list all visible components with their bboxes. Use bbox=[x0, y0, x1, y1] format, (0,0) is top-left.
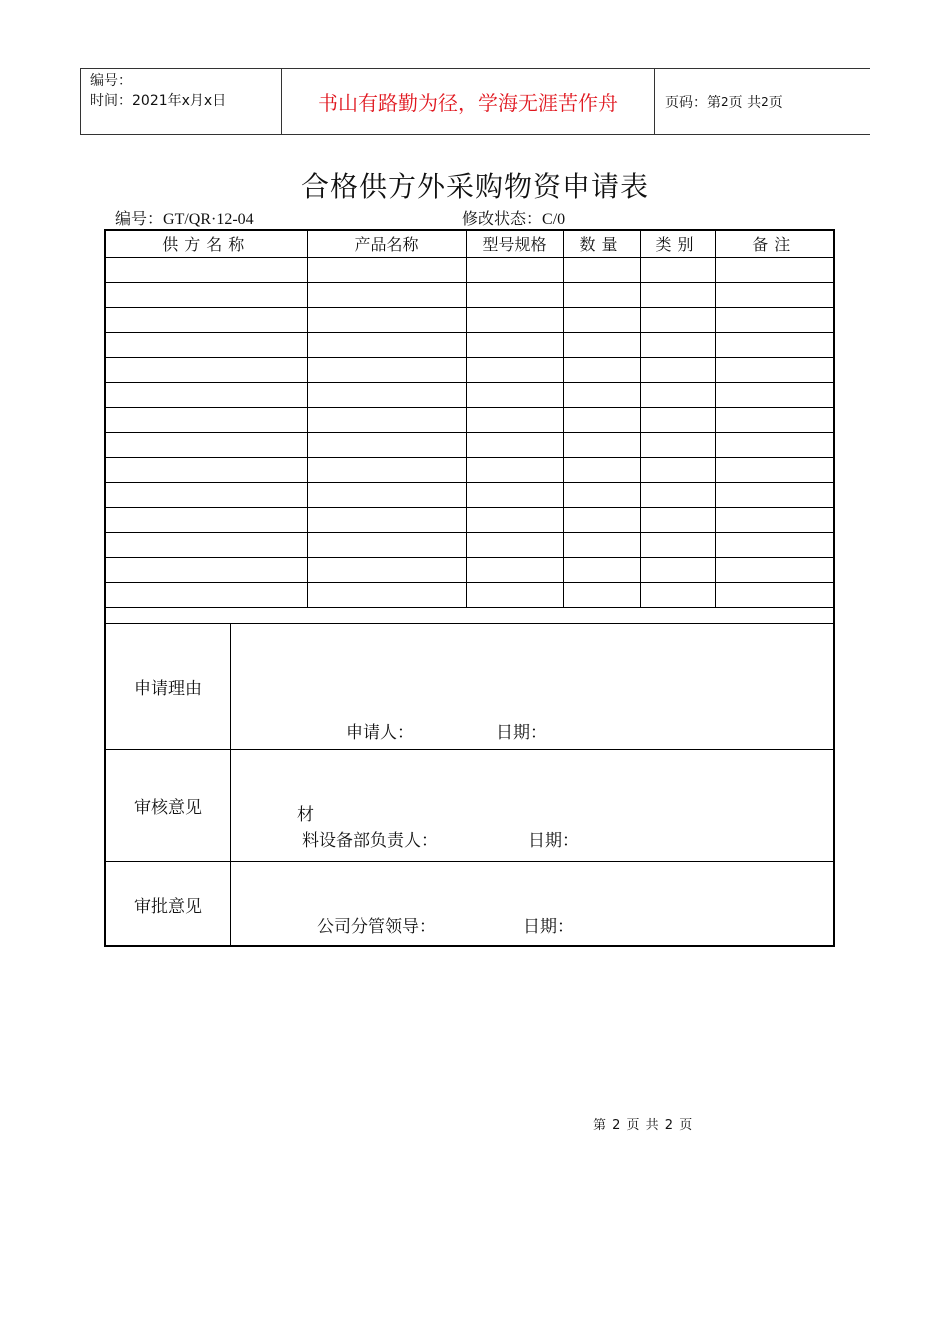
table-cell[interactable] bbox=[307, 557, 466, 582]
table-row bbox=[106, 307, 833, 332]
form-code bbox=[115, 206, 254, 229]
header-date-label: 时间：2021年x月x日 bbox=[90, 93, 227, 109]
table-cell[interactable] bbox=[307, 257, 466, 282]
table-cell[interactable] bbox=[466, 582, 563, 607]
table-cell[interactable] bbox=[715, 432, 833, 457]
table-cell[interactable] bbox=[715, 532, 833, 557]
table-cell[interactable] bbox=[307, 307, 466, 332]
table-cell[interactable] bbox=[715, 332, 833, 357]
applicant-field[interactable]: 申请人： bbox=[346, 723, 414, 743]
table-cell[interactable] bbox=[563, 332, 640, 357]
header-motto-cell bbox=[282, 69, 655, 134]
table-row bbox=[106, 332, 833, 357]
table-cell[interactable] bbox=[466, 307, 563, 332]
page-title: 合格供方外采购物资申请表 bbox=[300, 170, 649, 203]
form-code-label: 编号： bbox=[115, 209, 164, 228]
table-cell[interactable] bbox=[563, 482, 640, 507]
table-cell[interactable] bbox=[640, 557, 715, 582]
table-cell[interactable] bbox=[563, 407, 640, 432]
col-model-spec: 型号规格 bbox=[466, 231, 563, 257]
table-cell[interactable] bbox=[106, 282, 307, 307]
table-cell[interactable] bbox=[466, 357, 563, 382]
table-cell[interactable] bbox=[715, 382, 833, 407]
page-footer: 第 2 页 共 2 页 bbox=[593, 1118, 694, 1133]
table-cell[interactable] bbox=[715, 507, 833, 532]
table-row bbox=[106, 357, 833, 382]
department-head-field[interactable]: 料设备部负责人： bbox=[302, 831, 438, 851]
table-cell[interactable] bbox=[715, 357, 833, 382]
table-cell[interactable] bbox=[563, 557, 640, 582]
header-page-cell bbox=[655, 69, 870, 134]
review-date-field[interactable]: 日期： bbox=[528, 831, 579, 851]
leader-field[interactable]: 公司分管领导： bbox=[317, 917, 436, 937]
table-cell[interactable] bbox=[466, 482, 563, 507]
reason-section bbox=[106, 623, 833, 749]
table-cell[interactable] bbox=[307, 282, 466, 307]
approval-section bbox=[106, 861, 833, 947]
review-line1: 材 bbox=[297, 805, 314, 825]
table-cell[interactable] bbox=[307, 482, 466, 507]
table-cell[interactable] bbox=[563, 382, 640, 407]
table-cell[interactable] bbox=[715, 307, 833, 332]
table-cell[interactable] bbox=[106, 482, 307, 507]
table-row bbox=[106, 282, 833, 307]
table-cell[interactable] bbox=[307, 507, 466, 532]
table-cell[interactable] bbox=[307, 582, 466, 607]
revision-status-value: C/0 bbox=[542, 211, 566, 228]
approval-date-field[interactable]: 日期： bbox=[523, 917, 574, 937]
table-cell[interactable] bbox=[466, 557, 563, 582]
revision-status bbox=[462, 206, 565, 229]
table-cell[interactable] bbox=[106, 382, 307, 407]
table-cell[interactable] bbox=[640, 432, 715, 457]
approval-label: 审批意见 bbox=[106, 862, 231, 947]
table-cell[interactable] bbox=[106, 407, 307, 432]
table-row bbox=[106, 582, 833, 607]
table-cell[interactable] bbox=[640, 382, 715, 407]
table-cell[interactable] bbox=[106, 257, 307, 282]
header-page-prefix: 页码：第 bbox=[665, 94, 721, 111]
col-category: 类别 bbox=[640, 231, 715, 257]
reason-label: 申请理由 bbox=[106, 624, 231, 749]
table-row bbox=[106, 407, 833, 432]
table-row bbox=[106, 457, 833, 482]
table-cell[interactable] bbox=[715, 282, 833, 307]
table-cell[interactable] bbox=[307, 332, 466, 357]
table-cell[interactable] bbox=[466, 507, 563, 532]
review-section bbox=[106, 749, 833, 861]
table-cell[interactable] bbox=[466, 382, 563, 407]
table-cell[interactable] bbox=[106, 332, 307, 357]
table-cell[interactable] bbox=[466, 282, 563, 307]
table-cell[interactable] bbox=[640, 357, 715, 382]
table-row bbox=[106, 532, 833, 557]
table-row bbox=[106, 382, 833, 407]
table-cell[interactable] bbox=[466, 332, 563, 357]
col-product-name: 产品名称 bbox=[307, 231, 466, 257]
table-cell[interactable] bbox=[563, 282, 640, 307]
table-cell[interactable] bbox=[466, 407, 563, 432]
table-cell[interactable] bbox=[106, 582, 307, 607]
table-cell[interactable] bbox=[307, 457, 466, 482]
table-cell[interactable] bbox=[466, 257, 563, 282]
table-cell[interactable] bbox=[563, 432, 640, 457]
table-cell[interactable] bbox=[307, 532, 466, 557]
table-cell[interactable] bbox=[640, 407, 715, 432]
table-cell[interactable] bbox=[640, 457, 715, 482]
header-page-num: 2 bbox=[721, 94, 729, 109]
table-cell[interactable] bbox=[466, 432, 563, 457]
table-cell[interactable] bbox=[715, 482, 833, 507]
table-cell[interactable] bbox=[106, 557, 307, 582]
table-cell[interactable] bbox=[563, 532, 640, 557]
applicant-date-field[interactable]: 日期： bbox=[496, 723, 547, 743]
table-cell[interactable] bbox=[715, 407, 833, 432]
table-cell[interactable] bbox=[640, 282, 715, 307]
header-page-total: 2 bbox=[761, 94, 769, 109]
table-cell[interactable] bbox=[563, 582, 640, 607]
table-cell[interactable] bbox=[563, 357, 640, 382]
table-cell[interactable] bbox=[563, 307, 640, 332]
table-cell[interactable] bbox=[106, 532, 307, 557]
revision-status-label: 修改状态： bbox=[462, 209, 543, 228]
table-cell[interactable] bbox=[307, 382, 466, 407]
table-row bbox=[106, 557, 833, 582]
table-cell[interactable] bbox=[106, 507, 307, 532]
table-cell[interactable] bbox=[106, 307, 307, 332]
table-body bbox=[106, 257, 833, 607]
table-cell[interactable] bbox=[106, 432, 307, 457]
table-row bbox=[106, 507, 833, 532]
table-cell[interactable] bbox=[466, 532, 563, 557]
application-form bbox=[104, 229, 835, 947]
header-info-cell bbox=[81, 69, 282, 134]
review-label: 审核意见 bbox=[106, 750, 231, 861]
table-cell[interactable] bbox=[563, 257, 640, 282]
header-motto: 书山有路勤为径，学海无涯苦作舟 bbox=[318, 91, 618, 115]
table-cell[interactable] bbox=[640, 482, 715, 507]
table-cell[interactable] bbox=[640, 307, 715, 332]
col-remarks: 备注 bbox=[715, 231, 833, 257]
table-cell[interactable] bbox=[466, 457, 563, 482]
table-cell[interactable] bbox=[640, 532, 715, 557]
table-row bbox=[106, 482, 833, 507]
header-page-mid: 页 共 bbox=[728, 94, 762, 111]
table-cell[interactable] bbox=[563, 507, 640, 532]
table-row bbox=[106, 432, 833, 457]
header-code-label: 编号： bbox=[90, 73, 132, 89]
table-header-row bbox=[106, 231, 833, 257]
table-cell[interactable] bbox=[106, 357, 307, 382]
table-cell[interactable] bbox=[715, 582, 833, 607]
table-cell[interactable] bbox=[715, 457, 833, 482]
table-cell[interactable] bbox=[307, 407, 466, 432]
table-cell[interactable] bbox=[307, 432, 466, 457]
table-cell[interactable] bbox=[715, 557, 833, 582]
table-cell[interactable] bbox=[715, 257, 833, 282]
table-cell[interactable] bbox=[640, 507, 715, 532]
table-cell[interactable] bbox=[640, 582, 715, 607]
col-quantity: 数量 bbox=[563, 231, 640, 257]
table-cell[interactable] bbox=[106, 457, 307, 482]
table-cell[interactable] bbox=[307, 357, 466, 382]
header-page-suffix: 页 bbox=[768, 94, 783, 111]
page-header bbox=[80, 68, 870, 135]
col-supplier-name: 供方名称 bbox=[106, 231, 307, 257]
table-cell[interactable] bbox=[640, 332, 715, 357]
table-row bbox=[106, 257, 833, 282]
table-cell[interactable] bbox=[640, 257, 715, 282]
table-cell[interactable] bbox=[563, 457, 640, 482]
form-code-value: GT/QR·12-04 bbox=[163, 211, 254, 228]
materials-table bbox=[106, 231, 833, 608]
